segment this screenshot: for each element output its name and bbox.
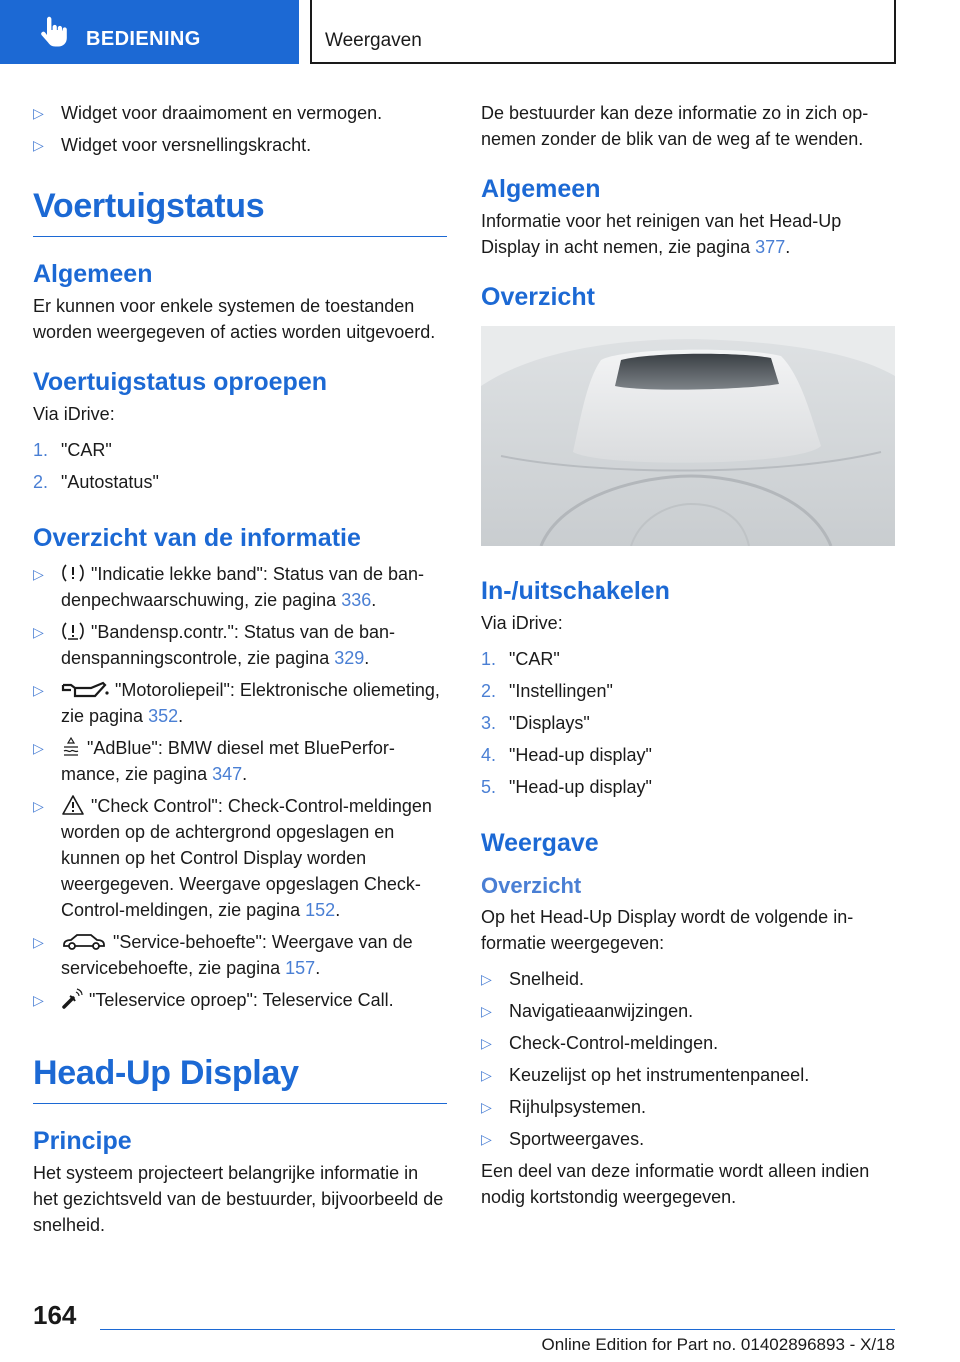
list-item: 2. "Autostatus" bbox=[33, 472, 159, 492]
list-item: 3. "Displays" bbox=[481, 713, 590, 733]
list-item: ▷ Rijhulpsystemen. bbox=[481, 1094, 895, 1120]
heading-overzicht-informatie: Overzicht van de informatie bbox=[33, 524, 361, 552]
paragraph-continuation: De bestuurder kan deze informatie zo in zich opnemen zonder de blik van de weg af te wenden. bbox=[481, 103, 869, 149]
paragraph-weergave: Op het Head-Up Display wordt de volgende informatie weergegeven: bbox=[481, 907, 854, 953]
edition-note: Online Edition for Part no. 01402896893 - X/18 bbox=[541, 1335, 895, 1354]
list-item: ▷ Keuzelijst op het instrumentenpaneel. bbox=[481, 1062, 895, 1088]
via-idrive-label: Via iDrive: bbox=[481, 613, 563, 633]
triangle-bullet-icon: ▷ bbox=[481, 1099, 492, 1115]
tire-warning-icon bbox=[61, 562, 85, 584]
triangle-bullet-icon: ▷ bbox=[33, 105, 44, 121]
page-number: 164 bbox=[33, 1300, 77, 1330]
triangle-bullet-icon: ▷ bbox=[33, 682, 44, 698]
adblue-icon bbox=[61, 736, 81, 758]
car-service-icon bbox=[61, 930, 107, 952]
list-item: ▷ Sportweergaves. bbox=[481, 1126, 895, 1152]
list-item: ▷ "Teleservice oproep": Teleservice Call. bbox=[33, 987, 447, 1013]
list-item: 1. "CAR" bbox=[481, 649, 560, 669]
topic-title: Weergaven bbox=[325, 30, 422, 51]
page-link[interactable]: 377 bbox=[755, 237, 786, 257]
heading-principe: Principe bbox=[33, 1127, 132, 1155]
list-item: 5. "Head-up display" bbox=[481, 777, 652, 797]
triangle-bullet-icon: ▷ bbox=[481, 1131, 492, 1147]
heading-overzicht: Overzicht bbox=[481, 283, 595, 311]
triangle-bullet-icon: ▷ bbox=[33, 566, 44, 582]
paragraph-algemeen-hud: Informatie voor het reinigen van het Head-Up Display in acht nemen, zie pagina 377. bbox=[481, 211, 842, 257]
heading-in-uitschakelen: In-/uitschakelen bbox=[481, 577, 670, 605]
page-link[interactable]: 152 bbox=[305, 900, 336, 920]
list-item: ▷ Check-Control-meldingen. bbox=[481, 1030, 895, 1056]
subheading-overzicht: Overzicht bbox=[481, 873, 582, 898]
info-list bbox=[33, 561, 447, 1013]
page-link[interactable]: 352 bbox=[148, 706, 179, 726]
list-item: ▷ "Check Control": Check-Control-meldingen worden op de achtergrond opgeslagen en kunnen op het Control Display worden weergegeven. Weergave opgeslagen Check-Control-meldingen, zie pagina 152. bbox=[33, 793, 447, 923]
idrive-steps bbox=[33, 437, 447, 495]
triangle-bullet-icon: ▷ bbox=[481, 1003, 492, 1019]
triangle-bullet-icon: ▷ bbox=[481, 971, 492, 987]
triangle-bullet-icon: ▷ bbox=[481, 1035, 492, 1051]
triangle-bullet-icon: ▷ bbox=[33, 934, 44, 950]
list-item: ▷ Navigatieaanwijzingen. bbox=[481, 998, 895, 1024]
list-item: ▷ "Motoroliepeil": Elektronische oliemeting, zie pagina 352. bbox=[33, 677, 447, 729]
tire-pressure-icon bbox=[61, 620, 85, 642]
list-item: 4. "Head-up display" bbox=[481, 745, 652, 765]
paragraph-closing: Een deel van deze informatie wordt alleen indien nodig kortstondig weergegeven. bbox=[481, 1161, 870, 1207]
heading-weergave: Weergave bbox=[481, 829, 599, 857]
heading-head-up-display: Head-Up Display bbox=[33, 1053, 447, 1104]
section-title: BEDIENING bbox=[86, 28, 201, 50]
list-item: ▷ Snelheid. bbox=[481, 966, 895, 992]
hand-pointer-icon bbox=[38, 16, 68, 48]
page-link[interactable]: 329 bbox=[334, 648, 365, 668]
left-column bbox=[33, 100, 447, 1238]
list-item: ▷ Widget voor versnellingskracht. bbox=[33, 132, 447, 158]
paragraph-principe: Het systeem projecteert belangrijke informatie in het gezichtsveld van de bestuurder, bijvoorbeeld de snelheid. bbox=[33, 1163, 444, 1235]
oil-can-icon bbox=[61, 678, 109, 700]
triangle-bullet-icon: ▷ bbox=[33, 992, 44, 1008]
teleservice-icon bbox=[61, 988, 83, 1010]
list-item: ▷ "AdBlue": BMW diesel met BluePerformance, zie pagina 347. bbox=[33, 735, 447, 787]
section-tab[interactable] bbox=[0, 0, 299, 64]
list-item: 1. "CAR" bbox=[33, 440, 112, 460]
heading-voertuigstatus-oproepen: Voertuigstatus oproepen bbox=[33, 368, 328, 396]
heading-algemeen-hud: Algemeen bbox=[481, 175, 601, 203]
heading-voertuigstatus: Voertuigstatus bbox=[33, 186, 447, 237]
list-item: ▷ "Bandensp.contr.": Status van de bandenspanningscontrole, zie pagina 329. bbox=[33, 619, 447, 671]
right-column bbox=[481, 100, 895, 1210]
triangle-bullet-icon: ▷ bbox=[33, 798, 44, 814]
hud-dashboard-photo bbox=[481, 326, 895, 546]
triangle-bullet-icon: ▷ bbox=[33, 624, 44, 640]
list-item: ▷ "Indicatie lekke band": Status van de bandenpechwaarschuwing, zie pagina 336. bbox=[33, 561, 447, 613]
page-link[interactable]: 157 bbox=[285, 958, 316, 978]
warning-triangle-icon bbox=[61, 794, 85, 816]
via-idrive-label: Via iDrive: bbox=[33, 404, 115, 424]
list-item: ▷ Widget voor draaimoment en vermogen. bbox=[33, 100, 447, 126]
paragraph-algemeen: Er kunnen voor enkele systemen de toestanden worden weergegeven of acties worden uitgevoerd. bbox=[33, 296, 436, 342]
intro-bullet-list bbox=[33, 100, 447, 158]
heading-algemeen: Algemeen bbox=[33, 260, 153, 288]
triangle-bullet-icon: ▷ bbox=[33, 137, 44, 153]
hud-info-list bbox=[481, 966, 895, 1152]
page-link[interactable]: 347 bbox=[212, 764, 243, 784]
triangle-bullet-icon: ▷ bbox=[481, 1067, 492, 1083]
page-link[interactable]: 336 bbox=[341, 590, 372, 610]
triangle-bullet-icon: ▷ bbox=[33, 740, 44, 756]
footer-divider bbox=[100, 1329, 895, 1330]
list-item: ▷ "Service-behoefte": Weergave van de servicebehoefte, zie pagina 157. bbox=[33, 929, 447, 981]
list-item: 2. "Instellingen" bbox=[481, 681, 613, 701]
idrive-steps bbox=[481, 646, 895, 800]
